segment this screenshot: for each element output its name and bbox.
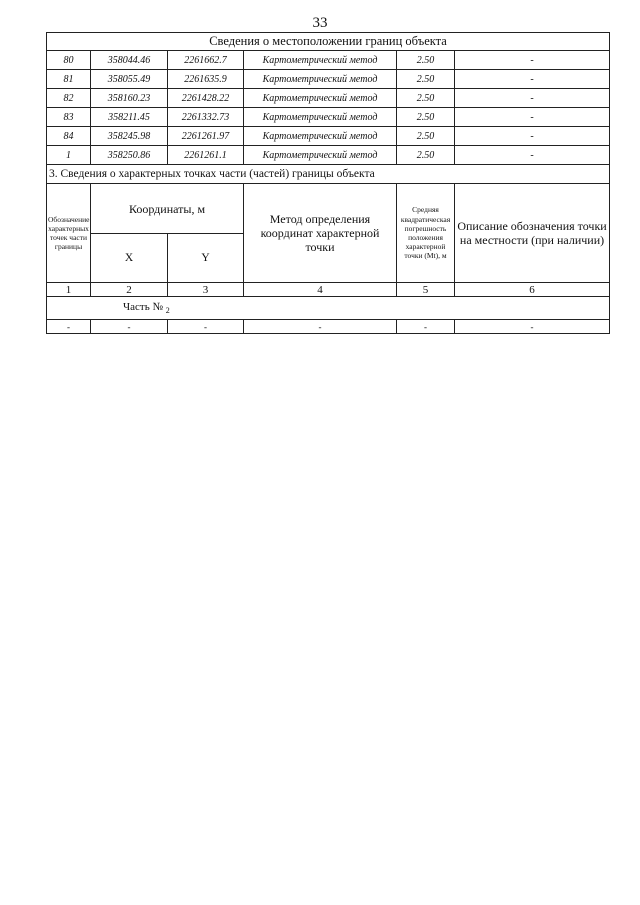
cell-desc: - <box>455 70 610 89</box>
cell-point: 82 <box>47 89 91 108</box>
section3-header-row <box>47 165 610 184</box>
cell-desc: - <box>455 146 610 165</box>
column-number: 6 <box>455 283 610 297</box>
coordinates-header: Координаты, м <box>91 184 244 234</box>
cell-y: 2261261.97 <box>168 127 244 146</box>
empty-cell: - <box>168 320 244 334</box>
cell-point: 83 <box>47 108 91 127</box>
part-label-cell <box>47 297 610 320</box>
cell-x: 358055.49 <box>91 70 168 89</box>
cell-point: 80 <box>47 51 91 70</box>
empty-cell: - <box>397 320 455 334</box>
table-row <box>47 108 610 127</box>
cell-x: 358044.46 <box>91 51 168 70</box>
table-row <box>47 89 610 108</box>
cell-x: 358245.98 <box>91 127 168 146</box>
cell-method: Картометрический метод <box>244 70 397 89</box>
cell-desc: - <box>455 51 610 70</box>
x-header: X <box>91 234 168 283</box>
cell-y: 2261332.73 <box>168 108 244 127</box>
cell-desc: - <box>455 89 610 108</box>
cell-y: 2261428.22 <box>168 89 244 108</box>
cell-desc: - <box>455 127 610 146</box>
table-row <box>47 70 610 89</box>
column-number: 3 <box>168 283 244 297</box>
table-row <box>47 51 610 70</box>
column-number: 1 <box>47 283 91 297</box>
section3-title: 3. Сведения о характерных точках части (частей) границы объекта <box>47 165 610 184</box>
table-row <box>47 146 610 165</box>
cell-desc: - <box>455 108 610 127</box>
method-header: Метод определения координат характерной точки <box>244 184 397 283</box>
coordinates-rows <box>47 51 610 165</box>
section2-header-row <box>47 33 610 51</box>
empty-data-row <box>47 320 610 334</box>
column-numbers-row <box>47 283 610 297</box>
accuracy-header: Средняя квадратическая погрешность положения характерной точки (Mt), м <box>397 184 455 283</box>
page-number: 33 <box>312 15 328 31</box>
column-number: 4 <box>244 283 397 297</box>
cell-accuracy: 2.50 <box>397 70 455 89</box>
designation-header: Обозначение характерных точек части границы <box>47 184 91 283</box>
y-header: Y <box>168 234 244 283</box>
empty-cell: - <box>455 320 610 334</box>
column-number: 5 <box>397 283 455 297</box>
cell-y: 2261662.7 <box>168 51 244 70</box>
cell-x: 358211.45 <box>91 108 168 127</box>
part-row <box>47 297 610 320</box>
cell-accuracy: 2.50 <box>397 108 455 127</box>
cell-accuracy: 2.50 <box>397 146 455 165</box>
part-number: 2 <box>165 306 170 316</box>
part-label: Часть № <box>123 300 163 313</box>
empty-cell: - <box>91 320 168 334</box>
cell-point: 84 <box>47 127 91 146</box>
cell-method: Картометрический метод <box>244 127 397 146</box>
cell-y: 2261261.1 <box>168 146 244 165</box>
column-headers-row <box>47 184 610 234</box>
cell-x: 358250.86 <box>91 146 168 165</box>
empty-cell: - <box>47 320 91 334</box>
table-row <box>47 127 610 146</box>
cell-x: 358160.23 <box>91 89 168 108</box>
cell-method: Картометрический метод <box>244 89 397 108</box>
section2-title: Сведения о местоположении границ объекта <box>47 33 610 51</box>
cell-y: 2261635.9 <box>168 70 244 89</box>
cell-method: Картометрический метод <box>244 108 397 127</box>
cell-point: 81 <box>47 70 91 89</box>
cell-point: 1 <box>47 146 91 165</box>
cell-accuracy: 2.50 <box>397 89 455 108</box>
column-number: 2 <box>91 283 168 297</box>
boundary-table <box>46 32 610 334</box>
description-header: Описание обозначения точки на местности (при наличии) <box>455 184 610 283</box>
cell-method: Картометрический метод <box>244 146 397 165</box>
cell-accuracy: 2.50 <box>397 127 455 146</box>
cell-accuracy: 2.50 <box>397 51 455 70</box>
empty-cell: - <box>244 320 397 334</box>
cell-method: Картометрический метод <box>244 51 397 70</box>
